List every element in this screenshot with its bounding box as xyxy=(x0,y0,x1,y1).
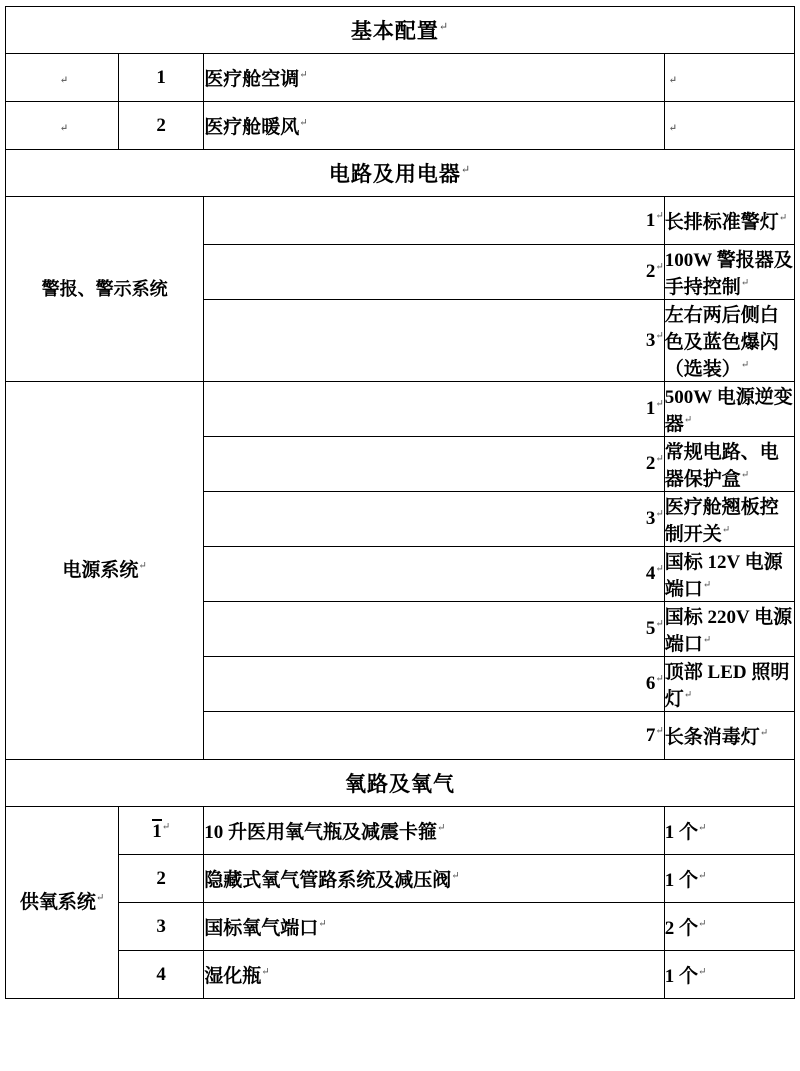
paragraph-mark: ↵ xyxy=(655,563,664,575)
paragraph-mark: ↵ xyxy=(668,74,678,86)
row-quantity: 1 个↵ xyxy=(664,807,794,855)
paragraph-mark: ↵ xyxy=(655,210,664,222)
category-alarm-system: 警报、警示系统 xyxy=(6,197,204,382)
category-empty xyxy=(6,102,119,150)
table-row xyxy=(6,807,795,855)
table-row xyxy=(6,903,795,951)
row-description: 国标氧气端口↵ xyxy=(204,903,665,951)
row-quantity: 1 个↵ xyxy=(664,855,794,903)
paragraph-mark: ↵ xyxy=(655,618,664,630)
paragraph-mark: ↵ xyxy=(436,822,446,834)
row-quantity xyxy=(664,54,794,102)
paragraph-mark: ↵ xyxy=(438,21,450,33)
table-row xyxy=(6,54,795,102)
paragraph-mark: ↵ xyxy=(655,725,664,737)
row-description: 国标 12V 电源端口↵ xyxy=(664,547,794,602)
paragraph-mark: ↵ xyxy=(721,524,731,536)
row-index: 4↵ xyxy=(204,547,665,602)
row-index: 3↵ xyxy=(204,492,665,547)
row-description: 左右两后侧白色及蓝色爆闪（选装）↵ xyxy=(664,300,794,382)
paragraph-mark: ↵ xyxy=(759,727,769,739)
paragraph-mark: ↵ xyxy=(655,508,664,520)
row-index: 3↵ xyxy=(204,300,665,382)
section-title-oxygen: 氧路及氧气 xyxy=(6,760,795,807)
paragraph-mark: ↵ xyxy=(460,164,472,176)
paragraph-mark: ↵ xyxy=(299,117,308,129)
row-description: 100W 警报器及手持控制↵ xyxy=(664,245,794,300)
row-description: 国标 220V 电源端口↵ xyxy=(664,602,794,657)
row-index: 5↵ xyxy=(204,602,665,657)
row-index: 7↵ xyxy=(204,712,665,760)
category-oxygen-supply: 供氧系统↵ xyxy=(6,807,119,999)
row-index: 1↵ xyxy=(119,807,204,855)
section-header-row xyxy=(6,760,795,807)
row-index: 1 xyxy=(119,54,204,102)
paragraph-mark: ↵ xyxy=(318,918,327,930)
row-index: 6↵ xyxy=(204,657,665,712)
section-header-row xyxy=(6,150,795,197)
row-index: 1↵ xyxy=(204,197,665,245)
paragraph-mark: ↵ xyxy=(59,122,69,134)
paragraph-mark: ↵ xyxy=(740,277,750,289)
row-index: 1↵ xyxy=(204,382,665,437)
row-index: 2↵ xyxy=(204,245,665,300)
category-empty xyxy=(6,54,119,102)
row-index: 2 xyxy=(119,855,204,903)
row-description: 10 升医用氧气瓶及减震卡箍↵ xyxy=(204,807,665,855)
row-description: 500W 电源逆变器↵ xyxy=(664,382,794,437)
row-description: 湿化瓶↵ xyxy=(204,951,665,999)
section-title-circuit: 电路及用电器↵ xyxy=(6,150,795,197)
row-description: 隐藏式氧气管路系统及减压阀↵ xyxy=(204,855,665,903)
paragraph-mark: ↵ xyxy=(655,398,664,410)
paragraph-mark: ↵ xyxy=(702,634,712,646)
row-description: 长排标准警灯↵ xyxy=(664,197,794,245)
paragraph-mark: ↵ xyxy=(299,69,308,81)
row-index: 2 xyxy=(119,102,204,150)
specification-table xyxy=(5,6,795,999)
paragraph-mark: ↵ xyxy=(740,359,750,371)
paragraph-mark: ↵ xyxy=(740,469,750,481)
table-row xyxy=(6,382,795,437)
row-quantity: 2 个↵ xyxy=(664,903,794,951)
row-description: 医疗舱空调↵ xyxy=(204,54,665,102)
paragraph-mark: ↵ xyxy=(161,821,171,833)
table-row xyxy=(6,951,795,999)
paragraph-mark: ↵ xyxy=(655,673,664,685)
paragraph-mark: ↵ xyxy=(683,414,693,426)
row-description: 医疗舱翘板控制开关↵ xyxy=(664,492,794,547)
paragraph-mark: ↵ xyxy=(59,74,69,86)
row-quantity xyxy=(664,102,794,150)
paragraph-mark: ↵ xyxy=(698,966,707,978)
paragraph-mark: ↵ xyxy=(95,892,105,904)
row-quantity: 1 个↵ xyxy=(664,951,794,999)
paragraph-mark: ↵ xyxy=(261,966,270,978)
paragraph-mark: ↵ xyxy=(655,261,664,273)
paragraph-mark: ↵ xyxy=(655,330,664,342)
row-description: 常规电路、电器保护盒↵ xyxy=(664,437,794,492)
row-index: 3 xyxy=(119,903,204,951)
table-row xyxy=(6,102,795,150)
paragraph-mark: ↵ xyxy=(702,579,712,591)
paragraph-mark: ↵ xyxy=(655,453,664,465)
paragraph-mark: ↵ xyxy=(451,870,460,882)
category-power-system: 电源系统↵ xyxy=(6,382,204,760)
table-row xyxy=(6,855,795,903)
paragraph-mark: ↵ xyxy=(698,822,707,834)
document-page xyxy=(0,6,800,1071)
section-title-basic: 基本配置↵ xyxy=(6,7,795,54)
row-description: 医疗舱暖风↵ xyxy=(204,102,665,150)
paragraph-mark: ↵ xyxy=(698,870,707,882)
paragraph-mark: ↵ xyxy=(683,689,693,701)
row-description: 顶部 LED 照明灯↵ xyxy=(664,657,794,712)
row-index: 2↵ xyxy=(204,437,665,492)
table-row xyxy=(6,197,795,245)
row-index: 4 xyxy=(119,951,204,999)
row-description: 长条消毒灯↵ xyxy=(664,712,794,760)
paragraph-mark: ↵ xyxy=(668,122,678,134)
paragraph-mark: ↵ xyxy=(698,918,707,930)
paragraph-mark: ↵ xyxy=(778,212,788,224)
paragraph-mark: ↵ xyxy=(138,560,147,572)
section-header-row xyxy=(6,7,795,54)
